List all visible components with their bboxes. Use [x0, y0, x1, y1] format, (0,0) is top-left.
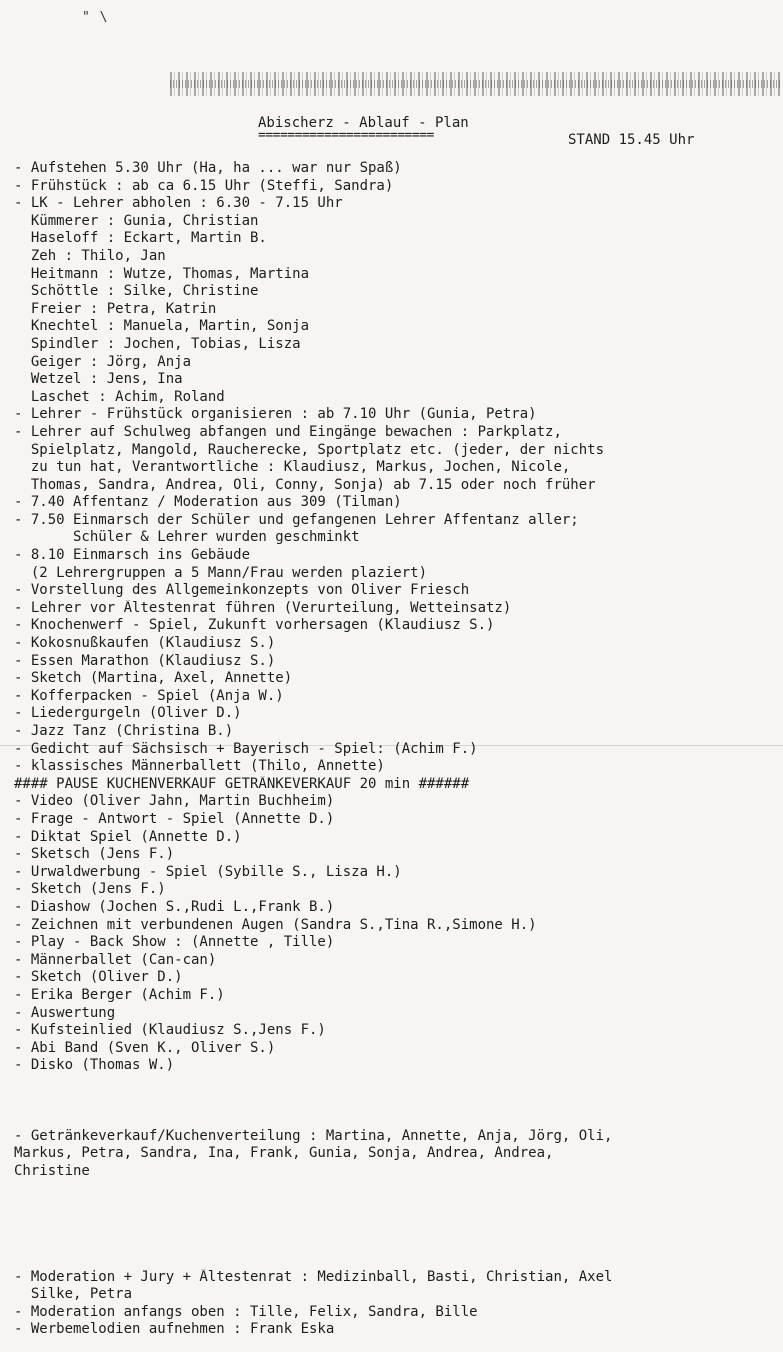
schedule-line: - Essen Marathon (Klaudiusz S.): [14, 652, 276, 669]
schedule-line: - Jazz Tanz (Christina B.): [14, 723, 234, 739]
schedule-body: [14, 160, 779, 1339]
scan-noise-band: [170, 72, 780, 96]
schedule-line: - 7.50 Einmarsch der Schüler und gefangenen Lehrer Affentanz aller;: [14, 511, 579, 528]
schedule-line: - Sketsch (Jens F.): [14, 846, 175, 863]
schedule-line: Schüler & Lehrer wurden geschminkt: [14, 529, 360, 546]
schedule-line: - Kufsteinlied (Klaudiusz S.,Jens F.): [14, 1022, 326, 1039]
schedule-line: - Männerballet (Can-can): [14, 951, 217, 968]
spacer: [14, 1075, 779, 1128]
document-title: Abischerz - Ablauf - Plan: [258, 115, 469, 131]
title-underline: ========================: [258, 128, 434, 143]
schedule-line: Geiger : Jörg, Anja: [14, 353, 192, 370]
schedule-line: Spindler : Jochen, Tobias, Lisza: [14, 335, 301, 352]
pause-line: #### PAUSE KUCHENVERKAUF GETRÄNKEVERKAUF 20 min ######: [14, 775, 470, 792]
schedule-line: Zeh : Thilo, Jan: [14, 247, 166, 264]
moderation-section: [14, 1269, 779, 1339]
schedule-line: Laschet : Achim, Roland: [14, 388, 225, 405]
schedule-line: - Auswertung: [14, 1004, 116, 1021]
schedule-line: zu tun hat, Verantwortliche : Klaudiusz, Markus, Jochen, Nicole,: [14, 459, 571, 476]
schedule-line: - Diashow (Jochen S.,Rudi L.,Frank B.): [14, 898, 335, 915]
stand-timestamp: STAND 15.45 Uhr: [568, 132, 695, 148]
moderation-line: Silke, Petra: [14, 1286, 133, 1303]
getraenke-line: Markus, Petra, Sandra, Ina, Frank, Gunia, Sonja, Andrea, Andrea,: [14, 1145, 554, 1162]
schedule-line: - 7.40 Affentanz / Moderation aus 309 (Tilman): [14, 494, 402, 511]
scan-marks: " \: [82, 10, 109, 25]
schedule-line: - Erika Berger (Achim F.): [14, 986, 225, 1003]
getraenke-line: Christine: [14, 1163, 90, 1180]
schedule-line: Spielplatz, Mangold, Raucherecke, Sportplatz etc. (jeder, der nichts: [14, 441, 605, 458]
schedule-line: - Video (Oliver Jahn, Martin Buchheim): [14, 793, 335, 810]
schedule-line: - Sketch (Oliver D.): [14, 969, 183, 986]
getraenke-line: - Getränkeverkauf/Kuchenverteilung : Martina, Annette, Anja, Jörg, Oli,: [14, 1127, 613, 1144]
schedule-line: - Kokosnußkaufen (Klaudiusz S.): [14, 635, 276, 652]
schedule-line: - Lehrer auf Schulweg abfangen und Eingänge bewachen : Parkplatz,: [14, 423, 562, 440]
moderation-line: - Moderation + Jury + Ältestenrat : Medizinball, Basti, Christian, Axel: [14, 1268, 613, 1285]
schedule-line: Knechtel : Manuela, Martin, Sonja: [14, 318, 310, 335]
schedule-line: - Liedergurgeln (Oliver D.): [14, 705, 242, 722]
moderation-line: - Moderation anfangs oben : Tille, Felix, Sandra, Bille: [14, 1303, 478, 1320]
schedule-line: - Kofferpacken - Spiel (Anja W.): [14, 687, 284, 704]
schedule-line: - Urwaldwerbung - Spiel (Sybille S., Lisza H.): [14, 863, 402, 880]
schedule-line: - Abi Band (Sven K., Oliver S.): [14, 1039, 276, 1056]
schedule-line: - Sketch (Martina, Axel, Annette): [14, 670, 293, 687]
schedule-list: [14, 160, 779, 1075]
schedule-line: Thomas, Sandra, Andrea, Oli, Conny, Sonja) ab 7.15 oder noch früher: [14, 476, 596, 493]
schedule-line: - Disko (Thomas W.): [14, 1057, 175, 1074]
schedule-line: - LK - Lehrer abholen : 6.30 - 7.15 Uhr: [14, 195, 343, 212]
schedule-line: (2 Lehrergruppen a 5 Mann/Frau werden plaziert): [14, 564, 428, 581]
schedule-line: - Gedicht auf Sächsisch + Bayerisch - Spiel: (Achim F.): [14, 740, 478, 757]
schedule-line: - Frage - Antwort - Spiel (Annette D.): [14, 810, 335, 827]
schedule-line: Haseloff : Eckart, Martin B.: [14, 230, 267, 247]
spacer: [14, 1181, 779, 1269]
schedule-line: - Frühstück : ab ca 6.15 Uhr (Steffi, Sandra): [14, 177, 394, 194]
schedule-line: - Aufstehen 5.30 Uhr (Ha, ha ... war nur Spaß): [14, 160, 402, 176]
schedule-line: Schöttle : Silke, Christine: [14, 283, 259, 300]
schedule-line: - Diktat Spiel (Annette D.): [14, 828, 242, 845]
schedule-line: - Play - Back Show : (Annette , Tille): [14, 934, 335, 951]
schedule-line: - Vorstellung des Allgemeinkonzepts von Oliver Friesch: [14, 582, 470, 599]
schedule-line: Kümmerer : Gunia, Christian: [14, 212, 259, 229]
schedule-line: - 8.10 Einmarsch ins Gebäude: [14, 547, 251, 564]
schedule-line: - Knochenwerf - Spiel, Zukunft vorhersagen (Klaudiusz S.): [14, 617, 495, 634]
schedule-line: - klassisches Männerballett (Thilo, Annette): [14, 758, 385, 775]
schedule-line: Freier : Petra, Katrin: [14, 300, 217, 317]
schedule-line: Wetzel : Jens, Ina: [14, 371, 183, 388]
getraenke-section: [14, 1128, 779, 1181]
schedule-line: - Sketch (Jens F.): [14, 881, 166, 898]
moderation-line: - Werbemelodien aufnehmen : Frank Eska: [14, 1321, 335, 1338]
schedule-line: Heitmann : Wutze, Thomas, Martina: [14, 265, 310, 282]
schedule-line: - Zeichnen mit verbundenen Augen (Sandra S.,Tina R.,Simone H.): [14, 916, 537, 933]
schedule-line: - Lehrer - Frühstück organisieren : ab 7.10 Uhr (Gunia, Petra): [14, 406, 537, 423]
schedule-line: - Lehrer vor Ältestenrat führen (Verurteilung, Wetteinsatz): [14, 599, 512, 616]
